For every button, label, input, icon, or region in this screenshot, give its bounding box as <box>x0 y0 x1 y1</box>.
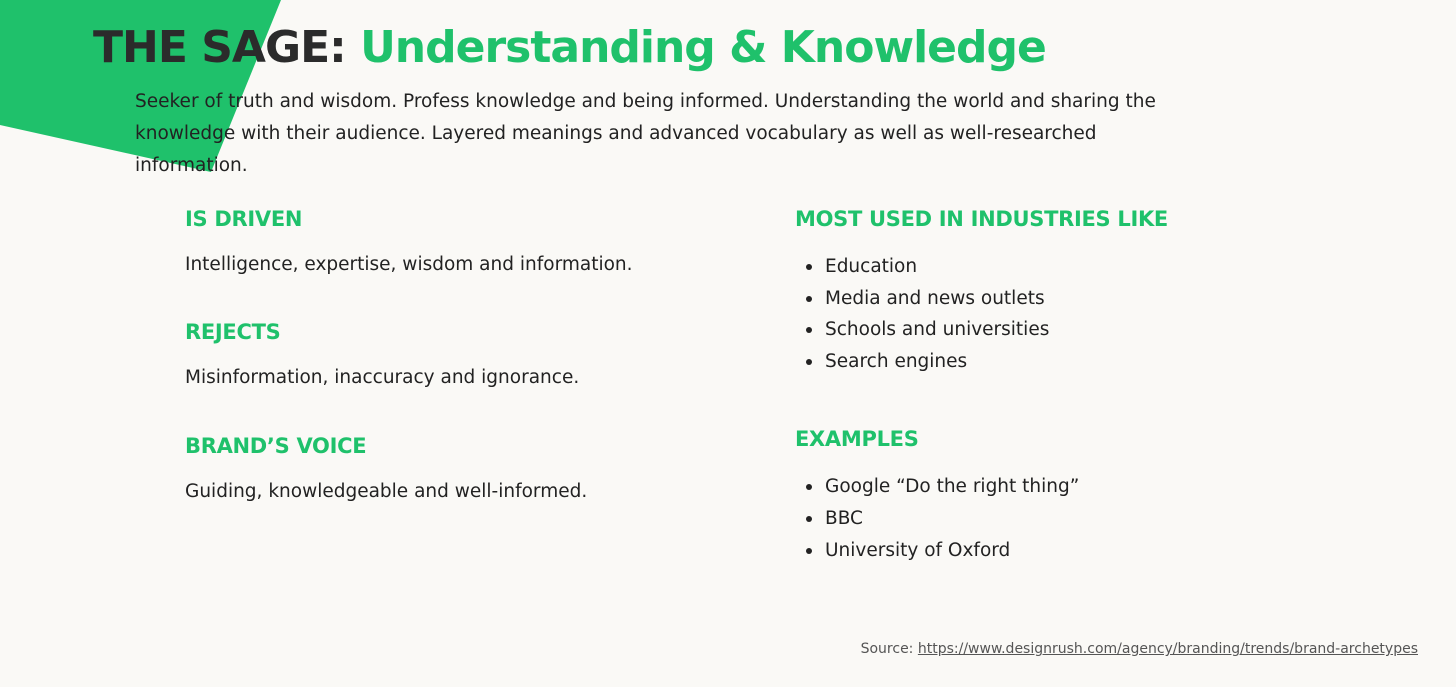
intro-text: Seeker of truth and wisdom. Profess knowledge and being informed. Understanding the world and sharing the knowledge with their audience. Layered meanings and advanced vocabulary as well as well-researched information. <box>135 91 1156 176</box>
list-item: Media and news outlets <box>795 283 1355 315</box>
section-heading: BRAND’S VOICE <box>185 434 367 458</box>
section-text: Guiding, knowledgeable and well-informed. <box>185 481 588 502</box>
section-heading: MOST USED IN INDUSTRIES LIKE <box>795 207 1168 231</box>
list-item: Google “Do the right thing” <box>795 471 1355 503</box>
title-main: Understanding & Knowledge <box>360 22 1046 73</box>
section-text: Misinformation, inaccuracy and ignorance. <box>185 367 580 388</box>
examples-list <box>795 471 1355 566</box>
list-item: Search engines <box>795 346 1355 378</box>
source-link[interactable]: https://www.designrush.com/agency/branding/trends/brand-archetypes <box>917 641 1418 657</box>
list-item: BBC <box>795 503 1355 535</box>
source-label: Source: <box>860 641 914 657</box>
section-heading: REJECTS <box>185 320 281 344</box>
industries-list <box>795 251 1355 377</box>
right-column <box>795 205 1355 614</box>
section-heading: EXAMPLES <box>795 427 919 452</box>
section-text: Intelligence, expertise, wisdom and information. <box>185 254 633 275</box>
list-item: University of Oxford <box>795 535 1355 567</box>
source-note <box>861 641 1418 657</box>
section-heading: IS DRIVEN <box>185 207 303 231</box>
title-prefix: THE SAGE: <box>93 22 346 73</box>
list-item: Schools and universities <box>795 314 1355 346</box>
page-title <box>93 22 1046 73</box>
list-item: Education <box>795 251 1355 283</box>
left-column <box>185 205 745 545</box>
